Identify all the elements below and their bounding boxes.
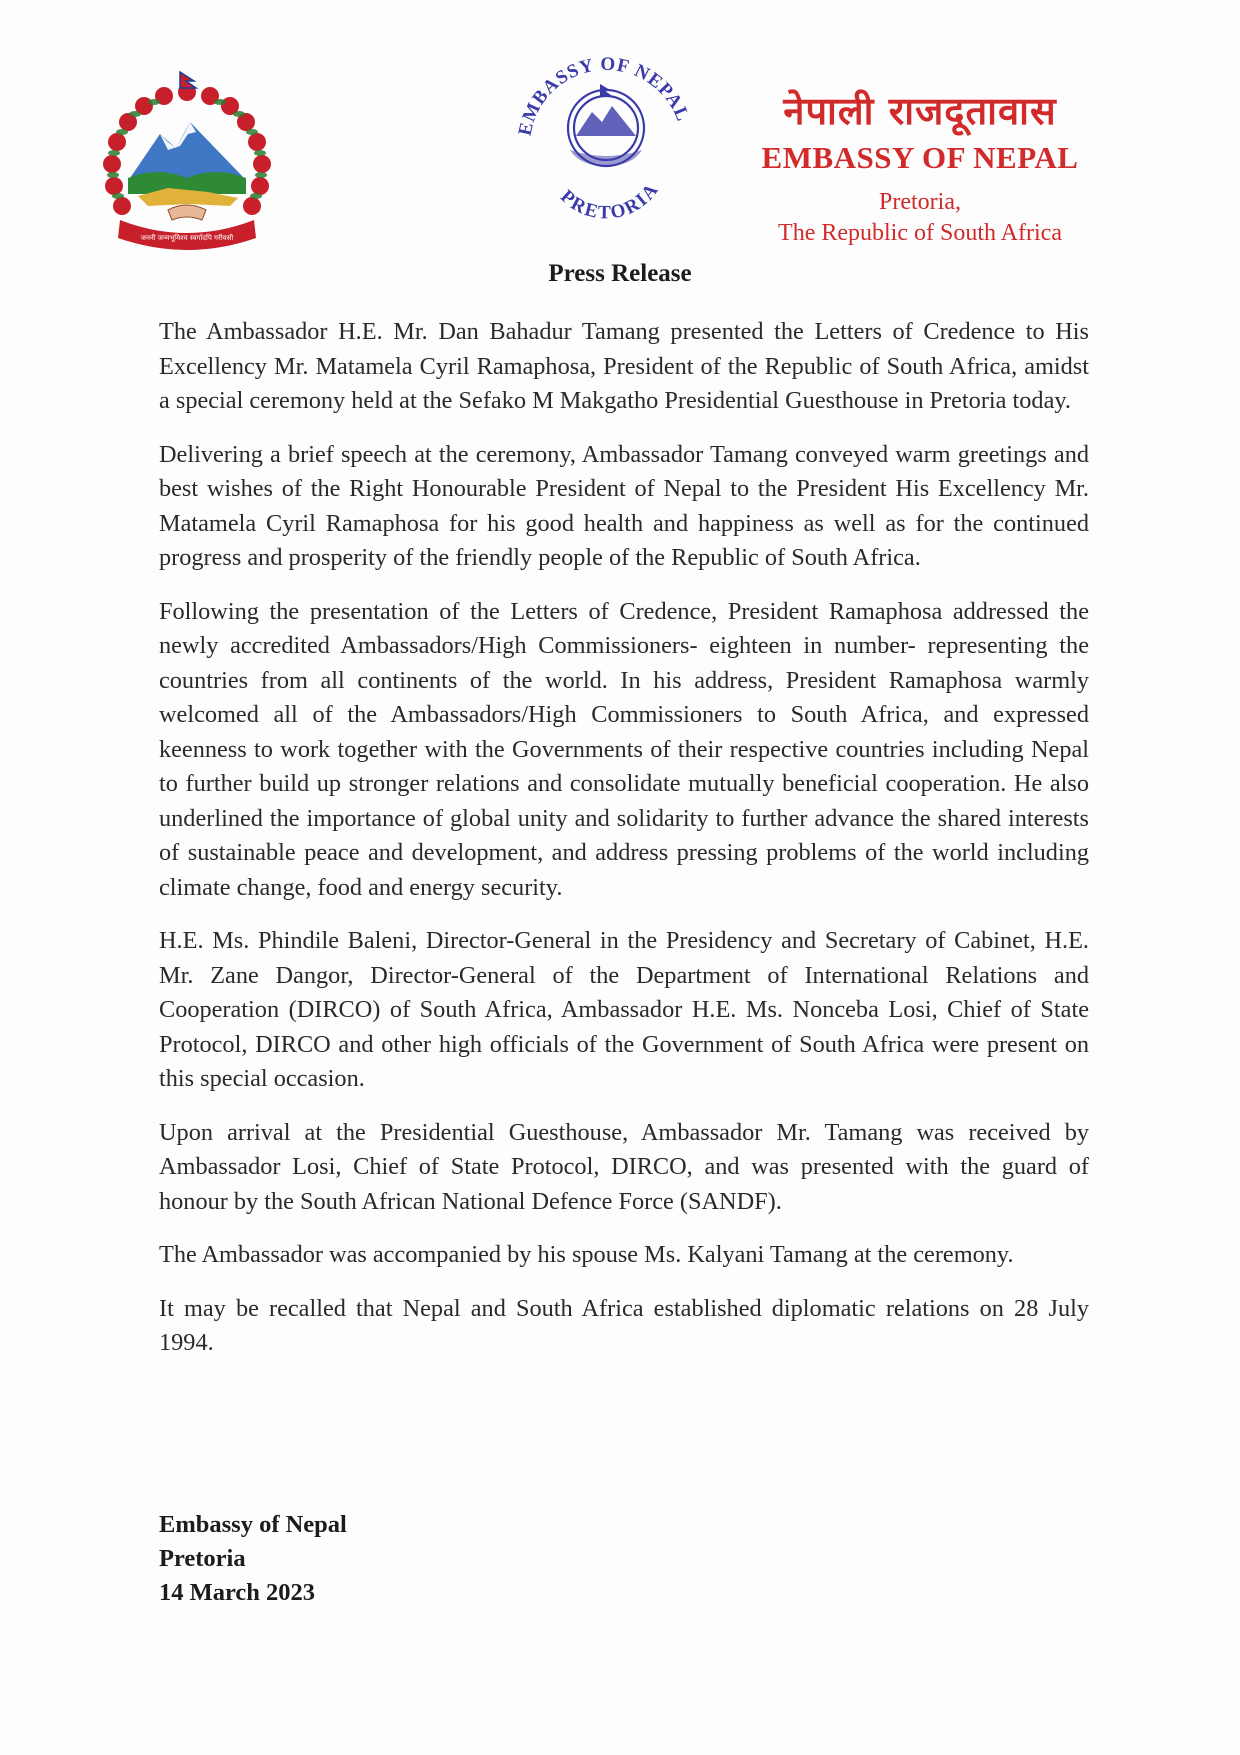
letterhead-english-name: EMBASSY OF NEPAL: [761, 140, 1079, 175]
letterhead-nepali-name: नेपाली राजदूतावास: [783, 89, 1057, 133]
seal-bottom-text: PRETORIA: [556, 178, 664, 224]
letterhead-country: The Republic of South Africa: [778, 220, 1062, 246]
signature-city: Pretoria: [159, 1545, 246, 1572]
paragraph-6: The Ambassador was accompanied by his spouse Ms. Kalyani Tamang at the ceremony.: [159, 1241, 1014, 1268]
nepal-coat-of-arms-icon: [98, 70, 276, 256]
embassy-seal-icon: [512, 50, 700, 238]
svg-text:PRETORIA: [556, 179, 663, 224]
paragraph-4: H.E. Ms. Phindile Baleni, Director-General in the Presidency and Secretary of Cabinet, H.E. Mr. Zane Dangor, Director-General of the Department of International Relations and Cooperation (DIRCO) of South Africa, Ambassador H.E. Ms. Nonceba Losi, Chief of State Protocol, DIRCO and other high officials of the Government of South Africa were present on this special occasion.: [159, 927, 1089, 1092]
paragraph-2: Delivering a brief speech at the ceremony, Ambassador Tamang conveyed warm greetings and best wishes of the Right Honourable President of Nepal to the President His Excellency Mr. Matamela Cyril Ramaphosa for his good health and happiness as well as for the continued progress and prosperity of the friendly people of the Republic of South Africa.: [159, 440, 1089, 571]
signature-block: [159, 1508, 347, 1610]
paragraph-5: Upon arrival at the Presidential Guesthouse, Ambassador Mr. Tamang was received by Ambassador Losi, Chief of State Protocol, DIRCO, and was presented with the guard of honour by the South African National Defence Force (SANDF).: [159, 1118, 1089, 1215]
press-release-body: [159, 315, 1089, 1380]
paragraph-3: Following the presentation of the Letters of Credence, President Ramaphosa addressed the newly accredited Ambassadors/High Commissioners- eighteen in number- representing the countries from all continents of the world. In his address, President Ramaphosa warmly welcomed all of the Ambassadors/High Commissioners to South Africa, and expressed keenness to work together with the Governments of their respective countries including Nepal to further build up stronger relations and consolidate mutually beneficial cooperation. He also underlined the importance of global unity and solidarity to further advance the shared interests of sustainable peace and development, and address pressing problems of the world including climate change, food and energy security.: [159, 597, 1089, 901]
paragraph-1: The Ambassador H.E. Mr. Dan Bahadur Tamang presented the Letters of Credence to His Excellency Mr. Matamela Cyril Ramaphosa, President of the Republic of South Africa, amidst a special ceremony held at the Sefako M Makgatho Presidential Guesthouse in Pretoria today.: [159, 318, 1089, 414]
paragraph-7: It may be recalled that Nepal and South Africa established diplomatic relations on 28 July 1994.: [159, 1294, 1089, 1356]
signature-org: Embassy of Nepal: [159, 1511, 347, 1538]
seal-top-text: EMBASSY OF NEPAL: [514, 53, 694, 138]
letterhead-city: Pretoria,: [879, 189, 961, 215]
emblem-motto: जननी जन्मभूमिश्च स्वर्गादपि गरीयसी: [140, 234, 234, 242]
signature-date: 14 March 2023: [159, 1579, 316, 1606]
page-title: Press Release: [548, 260, 692, 287]
letterhead: [720, 88, 1120, 249]
